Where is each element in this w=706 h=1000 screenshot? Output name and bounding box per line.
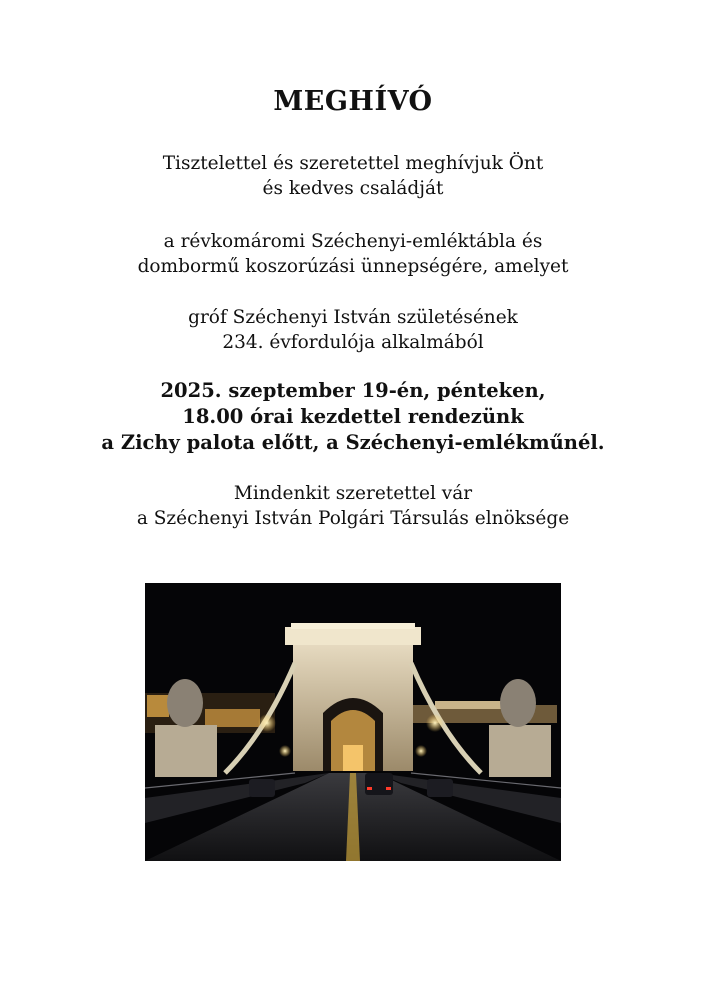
invitation-occasion [0, 305, 706, 355]
text-line: dombormű koszorúzási ünnepségére, amelyet [137, 256, 569, 277]
chain-bridge-photo [145, 583, 561, 861]
invitation-date-location [0, 378, 706, 456]
text-line: a Széchenyi István Polgári Társulás elnöksége [136, 508, 570, 529]
chain-bridge-illustration [145, 583, 561, 861]
invitation-title: MEGHÍVÓ [273, 86, 433, 117]
text-line: a révkomáromi Széchenyi-emléktábla és [163, 231, 543, 252]
invitation-greeting [0, 151, 706, 201]
text-line: Mindenkit szeretettel vár [233, 483, 473, 504]
text-line: 18.00 órai kezdettel rendezünk [182, 405, 524, 428]
invitation-signature [0, 481, 706, 531]
text-line: 2025. szeptember 19-én, pénteken, [160, 379, 546, 402]
invitation-event-description [0, 229, 706, 279]
text-line: és kedves családját [262, 178, 444, 199]
text-line: Tisztelettel és szeretettel meghívjuk Önt [162, 153, 544, 174]
text-line: gróf Széchenyi István születésének [188, 307, 518, 328]
text-line: a Zichy palota előtt, a Széchenyi-emlékműnél. [101, 431, 605, 454]
text-line: 234. évfordulója alkalmából [222, 332, 484, 353]
